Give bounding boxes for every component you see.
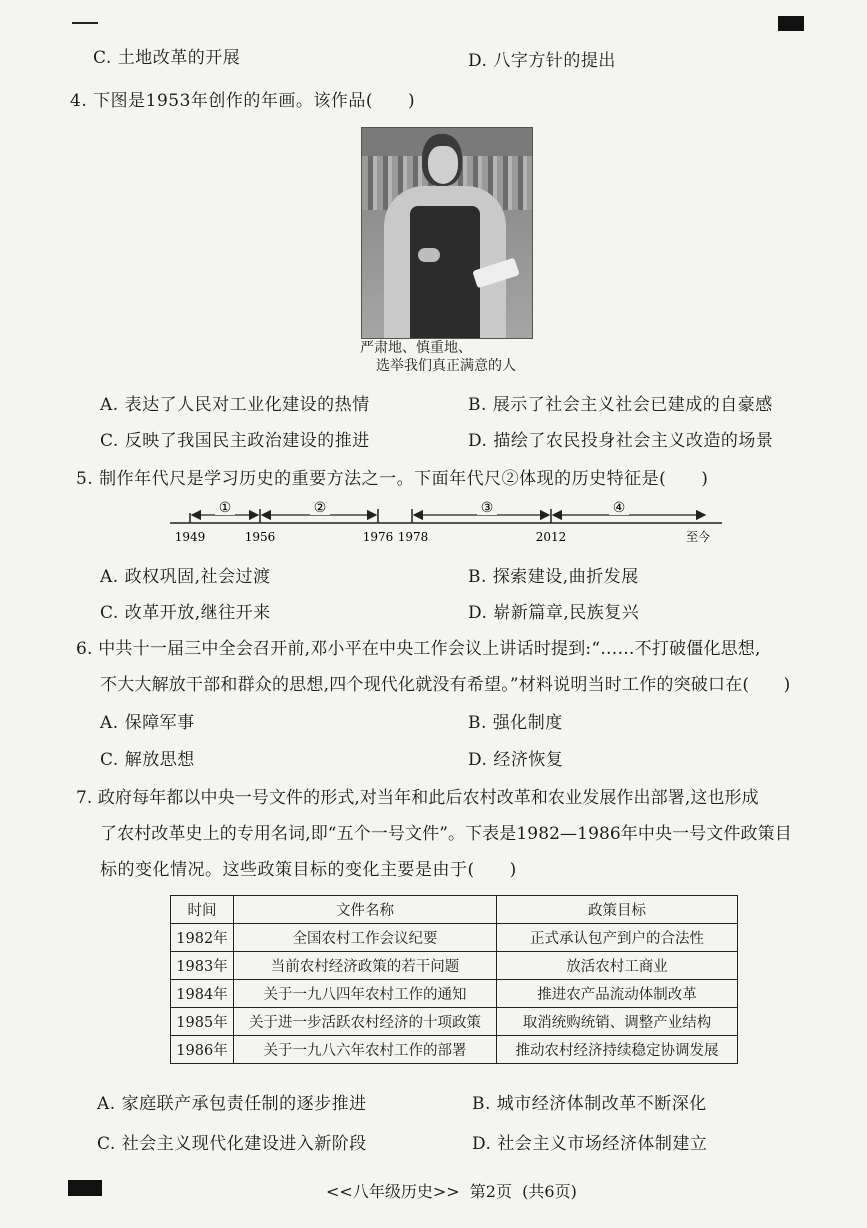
q6-option-d: D. 经济恢复 xyxy=(468,750,564,770)
table-cell: 放活农村工商业 xyxy=(497,952,738,980)
q7-option-d: D. 社会主义市场经济体制建立 xyxy=(472,1134,708,1154)
table-cell: 当前农村经济政策的若干问题 xyxy=(234,952,497,980)
q4-option-a: A. 表达了人民对工业化建设的热情 xyxy=(100,395,370,415)
q7-option-a: A. 家庭联产承包责任制的逐步推进 xyxy=(97,1094,367,1114)
page-footer: <<八年级历史>> 第2页 (共6页) xyxy=(326,1182,577,1201)
table-row xyxy=(171,1036,738,1064)
q5-option-c: C. 改革开放,继往开来 xyxy=(100,603,271,623)
table-cell: 推动农村经济持续稳定协调发展 xyxy=(497,1036,738,1064)
timeline-segment-3: ③ xyxy=(480,500,494,516)
q4-stem: 4. 下图是1953年创作的年画。该作品( ) xyxy=(70,91,416,111)
q5-option-d: D. 崭新篇章,民族复兴 xyxy=(468,603,640,623)
table-cell: 关于一九八四年农村工作的通知 xyxy=(234,980,497,1008)
q3-option-c: C. 土地改革的开展 xyxy=(93,48,241,68)
q4-option-b: B. 展示了社会主义社会已建成的自豪感 xyxy=(468,395,773,415)
table-header-row xyxy=(171,896,738,924)
q6-stem-line2: 不大大解放干部和群众的思想,四个现代化就没有希望。”材料说明当时工作的突破口在( ) xyxy=(100,675,791,695)
q7-stem-line3: 标的变化情况。这些政策目标的变化主要是由于( ) xyxy=(100,860,517,880)
q7-option-c: C. 社会主义现代化建设进入新阶段 xyxy=(97,1134,367,1154)
table-row xyxy=(171,1008,738,1036)
table-cell: 推进农产品流动体制改革 xyxy=(497,980,738,1008)
q6-option-a: A. 保障军事 xyxy=(100,713,195,733)
table-row xyxy=(171,980,738,1008)
q5-option-b: B. 探索建设,曲折发展 xyxy=(468,567,639,587)
table-cell: 取消统购统销、调整产业结构 xyxy=(497,1008,738,1036)
timeline-tick-label: 至今 xyxy=(685,530,711,544)
painting-caption-line1: 严肃地、慎重地、 xyxy=(360,340,472,356)
q4-option-d: D. 描绘了农民投身社会主义改造的场景 xyxy=(468,431,774,451)
timeline-segment-1: ① xyxy=(218,500,232,516)
table-cell: 1986年 xyxy=(171,1036,234,1064)
table-header-cell: 时间 xyxy=(171,896,234,924)
table-cell: 关于一九八六年农村工作的部署 xyxy=(234,1036,497,1064)
corner-mark xyxy=(72,22,98,24)
q6-option-b: B. 强化制度 xyxy=(468,713,563,733)
table-header-cell: 文件名称 xyxy=(234,896,497,924)
table-cell: 1984年 xyxy=(171,980,234,1008)
q7-stem-line1: 7. 政府每年都以中央一号文件的形式,对当年和此后农村改革和农业发展作出部署,这也形成 xyxy=(76,788,759,808)
table-header-cell: 政策目标 xyxy=(497,896,738,924)
q6-option-c: C. 解放思想 xyxy=(100,750,195,770)
timeline-tick-label: 1976 xyxy=(362,530,394,544)
timeline-tick-label: 1949 xyxy=(174,530,206,544)
new-year-painting-image xyxy=(361,127,533,339)
table-row xyxy=(171,924,738,952)
table-cell: 1985年 xyxy=(171,1008,234,1036)
timeline-tick-label: 2012 xyxy=(535,530,567,544)
table-cell: 1982年 xyxy=(171,924,234,952)
corner-mark xyxy=(68,1180,102,1196)
table-cell: 关于进一步活跃农村经济的十项政策 xyxy=(234,1008,497,1036)
timeline-ruler xyxy=(160,495,730,547)
q6-stem-line1: 6. 中共十一届三中全会召开前,邓小平在中央工作会议上讲话时提到:“……不打破僵化思想, xyxy=(76,639,761,659)
table-cell: 正式承认包产到户的合法性 xyxy=(497,924,738,952)
table-cell: 1983年 xyxy=(171,952,234,980)
corner-mark xyxy=(778,16,804,31)
table-cell: 全国农村工作会议纪要 xyxy=(234,924,497,952)
q5-option-a: A. 政权巩固,社会过渡 xyxy=(100,567,271,587)
painting-caption-line2: 选举我们真正满意的人 xyxy=(376,358,516,374)
timeline-segment-4: ④ xyxy=(612,500,626,516)
q4-option-c: C. 反映了我国民主政治建设的推进 xyxy=(100,431,370,451)
table-row xyxy=(171,952,738,980)
timeline-tick-label: 1978 xyxy=(397,530,429,544)
q7-stem-line2: 了农村改革史上的专用名词,即“五个一号文件”。下表是1982—1986年中央一号文件政策目 xyxy=(100,824,792,844)
q3-option-d: D. 八字方针的提出 xyxy=(468,51,616,71)
timeline-segment-2: ② xyxy=(313,500,327,516)
q5-stem: 5. 制作年代尺是学习历史的重要方法之一。下面年代尺②体现的历史特征是( ) xyxy=(76,469,709,489)
policy-table xyxy=(170,895,738,1064)
timeline-tick-label: 1956 xyxy=(244,530,276,544)
q7-option-b: B. 城市经济体制改革不断深化 xyxy=(472,1094,707,1114)
